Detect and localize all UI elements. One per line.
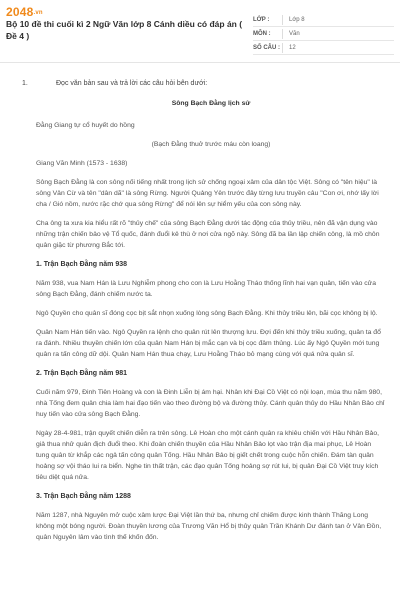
passage-paragraph: Quân Nam Hán tiến vào. Ngô Quyền ra lệnh cho quân rút lên thượng lưu. Đợi đến khi thủy triều xuống, quân ta đổ ra đánh. Nhiều thuyền chiến lớn của quân Nam Hán bị mắc cạn và bị cọc đâm thủng. Lúc ấy Ngô Quyền mới tung quân ra tấn công dữ dội. Quân Nam Hán thua chạy, Lưu Hoằng Tháo bỏ mạng cùng với quá nửa quân sĩ. (36, 329, 381, 358)
meta-table (253, 13, 394, 55)
passage-paragraph: Cuối năm 979, Đinh Tiên Hoàng và con là Đinh Liễn bị ám hại. Nhân khi Đại Cồ Việt có nội loạn, mùa thu năm 980, nhà Tống đem quân chia làm hai đạo tiến vào theo đường bộ và đường thủy. Cánh quân thủy do Hầu Nhân Bảo chỉ huy tiến vào cửa sông Bạch Đằng. (36, 389, 385, 418)
document-title: Bộ 10 đề thi cuối kì 2 Ngữ Văn lớp 8 Cánh diều có đáp án ( Đề 4 ) (6, 19, 243, 41)
section-heading: 3. Trận Bạch Đằng năm 1288 (36, 493, 131, 500)
meta-label: SỐ CÂU : (253, 44, 280, 51)
reading-passage (36, 98, 386, 551)
section-heading: 2. Trận Bạch Đằng năm 981 (36, 370, 128, 377)
passage-paragraph: Năm 1287, nhà Nguyên mở cuộc xâm lược Đại Việt lần thứ ba, nhưng chỉ chiếm được kinh thành Thăng Long không một bóng người. Đoàn thuyền lương của Trương Văn Hổ bị thủy quân Trần Khánh Dư đánh tan ở Vân Đồn, quân Nguyên lâm vào tình thế khốn đốn. (36, 512, 382, 541)
meta-divider (282, 43, 283, 53)
meta-label: MÔN : (253, 30, 271, 37)
section-heading: 1. Trận Bạch Đằng năm 938 (36, 261, 128, 268)
question-prompt: Đọc văn bản sau và trả lời các câu hỏi bên dưới: (56, 80, 208, 87)
site-logo[interactable] (6, 5, 43, 19)
meta-divider (282, 29, 283, 39)
passage-paragraph: Sông Bạch Đằng là con sông nối tiếng nhất trong lịch sử chống ngoại xâm của dân tộc Việt. Sông có "tên hiệu" là sông Vân Cừ và tên "dân dã" là sông Rừng. Người Quảng Yên trước đây từng lưu truyền câu "Con ơi, nhớ lấy lời cha / Gió nồm, nước rặc chớ qua sông Rừng" để nói lên sự hiểm yếu của con sông này. (36, 179, 379, 208)
page-header (0, 0, 400, 62)
meta-row-subject (253, 27, 394, 41)
meta-value: Văn (289, 30, 300, 37)
passage-title: Sông Bạch Đằng lịch sử (171, 100, 251, 107)
passage-paragraph: Năm 938, vua Nam Hán là Lưu Nghiễm phong cho con là Lưu Hoằng Tháo thống lĩnh hai vạn quân, tiến vào cửa sông Bạch Đằng, đánh chiếm nước ta. (36, 280, 376, 298)
meta-value: 12 (289, 44, 296, 51)
logo-number: 2048 (6, 5, 34, 19)
meta-divider (282, 15, 283, 25)
passage-epigraph-translation: (Bạch Đằng thuở trước máu còn loang) (151, 141, 271, 148)
meta-value: Lớp 8 (289, 16, 305, 23)
question-number: 1. (22, 80, 28, 87)
passage-paragraph: Ngày 28-4-981, trận quyết chiến diễn ra trên sông. Lê Hoàn cho một cánh quân ra khiêu chiến với Hầu Nhân Bảo, giả thua nhử quân địch đuổi theo. Khi đoàn chiến thuyền của Hầu Nhân Bảo lọt vào trận địa mai phục, Lê Hoàn tung quân từ khắp các ngả tấn công quân Tống. Hầu Nhân Bảo bị giết chết trong cuộc hỗn chiến. Đám tàn quân hoảng sợ vội tháo lui ra biển. Nghe tin thất trận, các đạo quân Tống hoảng sợ rút lui, bị quân Đại Cồ Việt truy kích tiêu diệt quá nửa. (36, 430, 380, 481)
passage-author: Giang Văn Minh (1573 - 1638) (36, 160, 128, 167)
meta-row-grade (253, 13, 394, 27)
header-divider (0, 62, 400, 63)
meta-row-count (253, 41, 394, 55)
passage-paragraph: Ngô Quyền cho quân sĩ đóng cọc bịt sắt nhọn xuống lòng sông Bạch Đằng. Khi thủy triều lên, bãi cọc không bị lộ. (36, 310, 378, 317)
passage-paragraph: Cha ông ta xưa kia hiểu rất rõ "thủy chế" của sông Bạch Đằng dưới tác động của thủy triều, nên đã vận dụng vào những trận chiến bảo vệ Tổ quốc, đánh đuổi kẻ thù ở nơi cửa ngõ này. Sông đã ba lần lập chiến công, là mồ chôn quân giặc từ phương Bắc tới. (36, 220, 380, 249)
passage-epigraph: Đằng Giang tự cổ huyết do hồng (36, 122, 135, 129)
meta-label: LỚP : (253, 16, 270, 23)
logo-domain: .vn (33, 9, 43, 16)
